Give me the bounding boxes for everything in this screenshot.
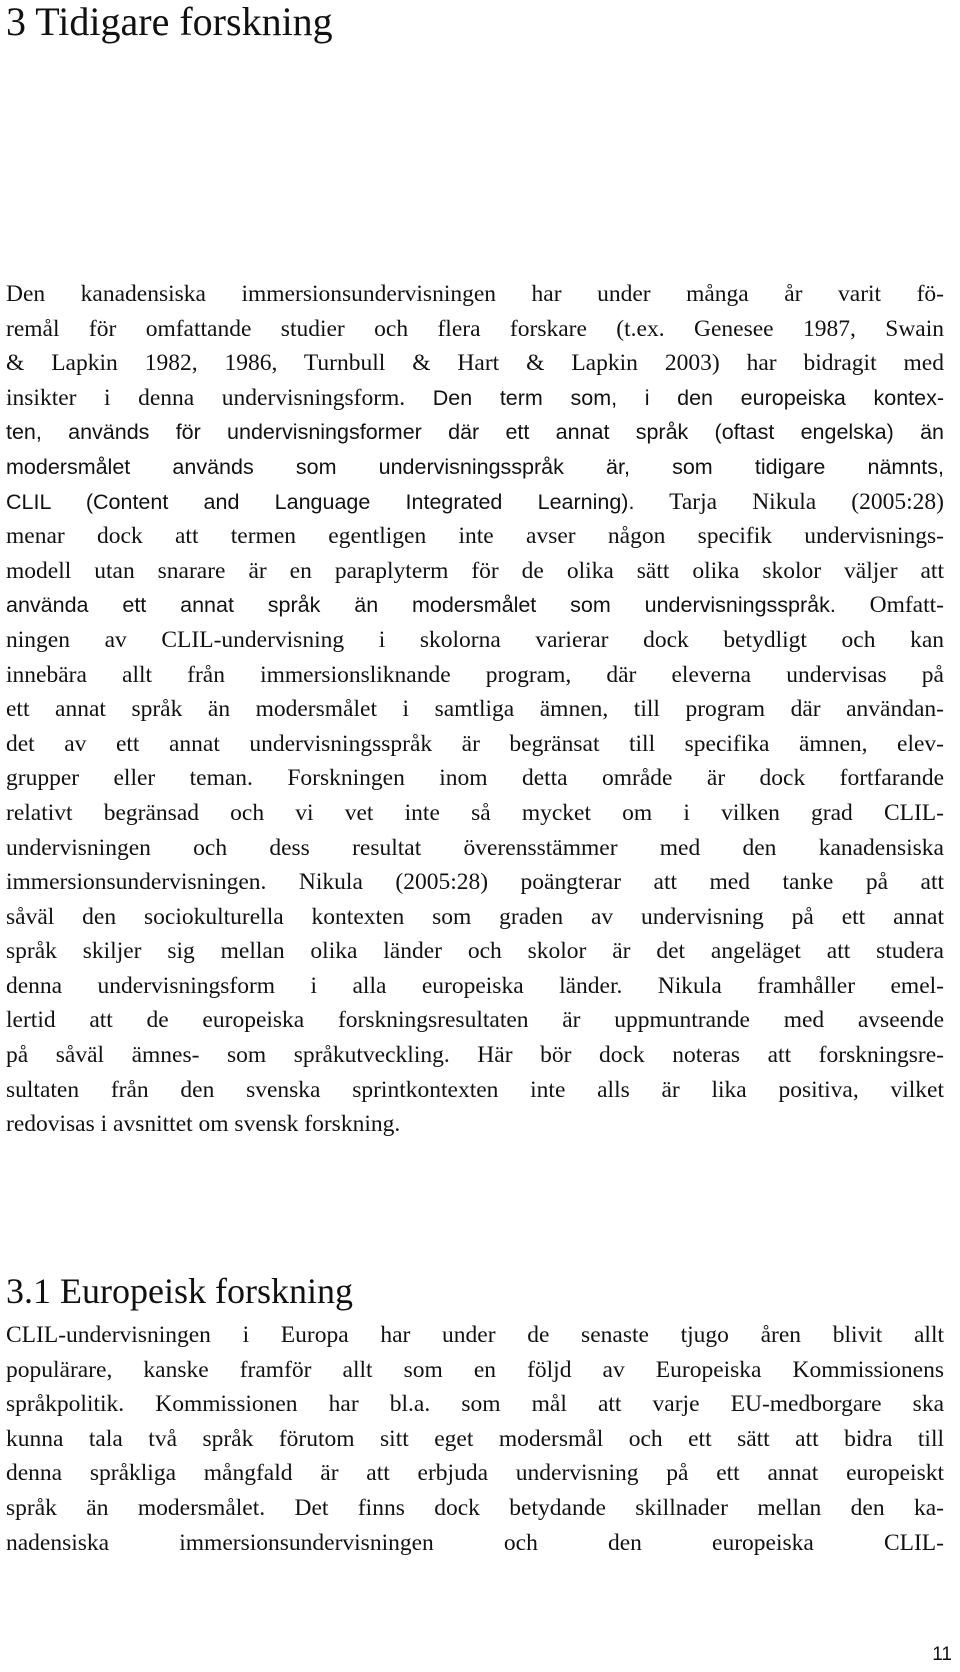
page-title: 3 Tidigare forskning bbox=[6, 0, 333, 44]
line-segment-sans: Den term som, i den europeiska kontex- bbox=[432, 385, 944, 410]
paragraph-line: CLIL-undervisningen i Europa har under de senaste tjugo åren blivit allt bbox=[6, 1322, 944, 1348]
paragraph-line: ningen av CLIL-undervisning i skolorna varierar dock betydligt och kan bbox=[6, 626, 944, 653]
section-heading: 3.1 Europeisk forskning bbox=[6, 1271, 353, 1311]
paragraph-line: sultaten från den svenska sprintkontexten inte alls är lika positiva, vilket bbox=[6, 1076, 944, 1103]
paragraph-line: språk skiljer sig mellan olika länder och skolor är det angeläget att studera bbox=[6, 938, 944, 965]
line-segment: Tarja Nikula (2005:28) bbox=[669, 488, 944, 515]
paragraph-line: kunna tala två språk förutom sitt eget modersmål och ett sätt att bidra till bbox=[6, 1425, 944, 1452]
paragraph-line: immersionsundervisningen. Nikula (2005:28) poängterar att med tanke på att bbox=[6, 869, 944, 896]
paragraph-line: modersmålet används som undervisningsspråk är, som tidigare nämnts, bbox=[6, 454, 944, 479]
paragraph-line: modell utan snarare är en paraplyterm för de olika sätt olika skolor väljer att bbox=[6, 557, 944, 584]
paragraph-line: såväl den sociokulturella kontexten som graden av undervisning på ett annat bbox=[6, 903, 944, 930]
page-number: 11 bbox=[932, 1644, 952, 1665]
paragraph-line: & Lapkin 1982, 1986, Turnbull & Hart & Lapkin 2003) har bidragit med bbox=[6, 350, 944, 377]
paragraph-line: menar dock att termen egentligen inte avser någon specifik undervisnings- bbox=[6, 523, 944, 550]
paragraph-line: populärare, kanske framför allt som en följd av Europeiska Kommissionens bbox=[6, 1356, 944, 1383]
paragraph-line: redovisas i avsnittet om svensk forskning. bbox=[6, 1111, 401, 1138]
paragraph-line-mixed bbox=[6, 381, 944, 416]
paragraph-line: språkpolitik. Kommissionen har bl.a. som mål att varje EU-medborgare ska bbox=[6, 1391, 944, 1418]
line-segment: insikter i denna undervisningsform. bbox=[6, 384, 406, 411]
body-paragraph-2 bbox=[6, 1318, 944, 1560]
paragraph-line: Den kanadensiska immersionsundervisningen har under många år varit fö- bbox=[6, 281, 944, 307]
paragraph-line: ten, används för undervisningsformer där ett annat språk (oftast engelska) än bbox=[6, 420, 944, 445]
paragraph-line: grupper eller teman. Forskningen inom detta område är dock fortfarande bbox=[6, 765, 944, 792]
paragraph-line: relativt begränsad och vi vet inte så mycket om i vilken grad CLIL- bbox=[6, 799, 944, 826]
paragraph-line: innebära allt från immersionsliknande program, där eleverna undervisas på bbox=[6, 661, 944, 688]
body-paragraph-1 bbox=[6, 277, 944, 1142]
paragraph-line: denna undervisningsform i alla europeiska länder. Nikula framhåller emel- bbox=[6, 972, 944, 999]
paragraph-line: lertid att de europeiska forskningsresultaten är uppmuntrande med avseende bbox=[6, 1007, 944, 1034]
paragraph-line-mixed bbox=[6, 588, 944, 623]
paragraph-line: språk än modersmålet. Det finns dock betydande skillnader mellan den ka- bbox=[6, 1494, 944, 1521]
paragraph-line: det av ett annat undervisningsspråk är begränsat till specifika ämnen, elev- bbox=[6, 730, 944, 757]
paragraph-line: remål för omfattande studier och flera forskare (t.ex. Genesee 1987, Swain bbox=[6, 315, 944, 342]
paragraph-line: undervisningen och dess resultat överensstämmer med den kanadensiska bbox=[6, 834, 944, 861]
paragraph-line: nadensiska immersionsundervisningen och den europeiska CLIL- bbox=[6, 1529, 944, 1556]
paragraph-line-mixed bbox=[6, 485, 944, 520]
line-segment: Omfatt- bbox=[869, 592, 944, 619]
paragraph-line: ett annat språk än modersmålet i samtliga ämnen, till program där användan- bbox=[6, 696, 944, 723]
line-segment-sans: CLIL (Content and Language Integrated Learning). bbox=[6, 489, 635, 514]
line-segment-sans: använda ett annat språk än modersmålet som undervisningsspråk. bbox=[6, 593, 836, 618]
paragraph-line: denna språkliga mångfald är att erbjuda undervisning på ett annat europeiskt bbox=[6, 1460, 944, 1487]
paragraph-line: på såväl ämnes- som språkutveckling. Här bör dock noteras att forskningsre- bbox=[6, 1042, 944, 1069]
